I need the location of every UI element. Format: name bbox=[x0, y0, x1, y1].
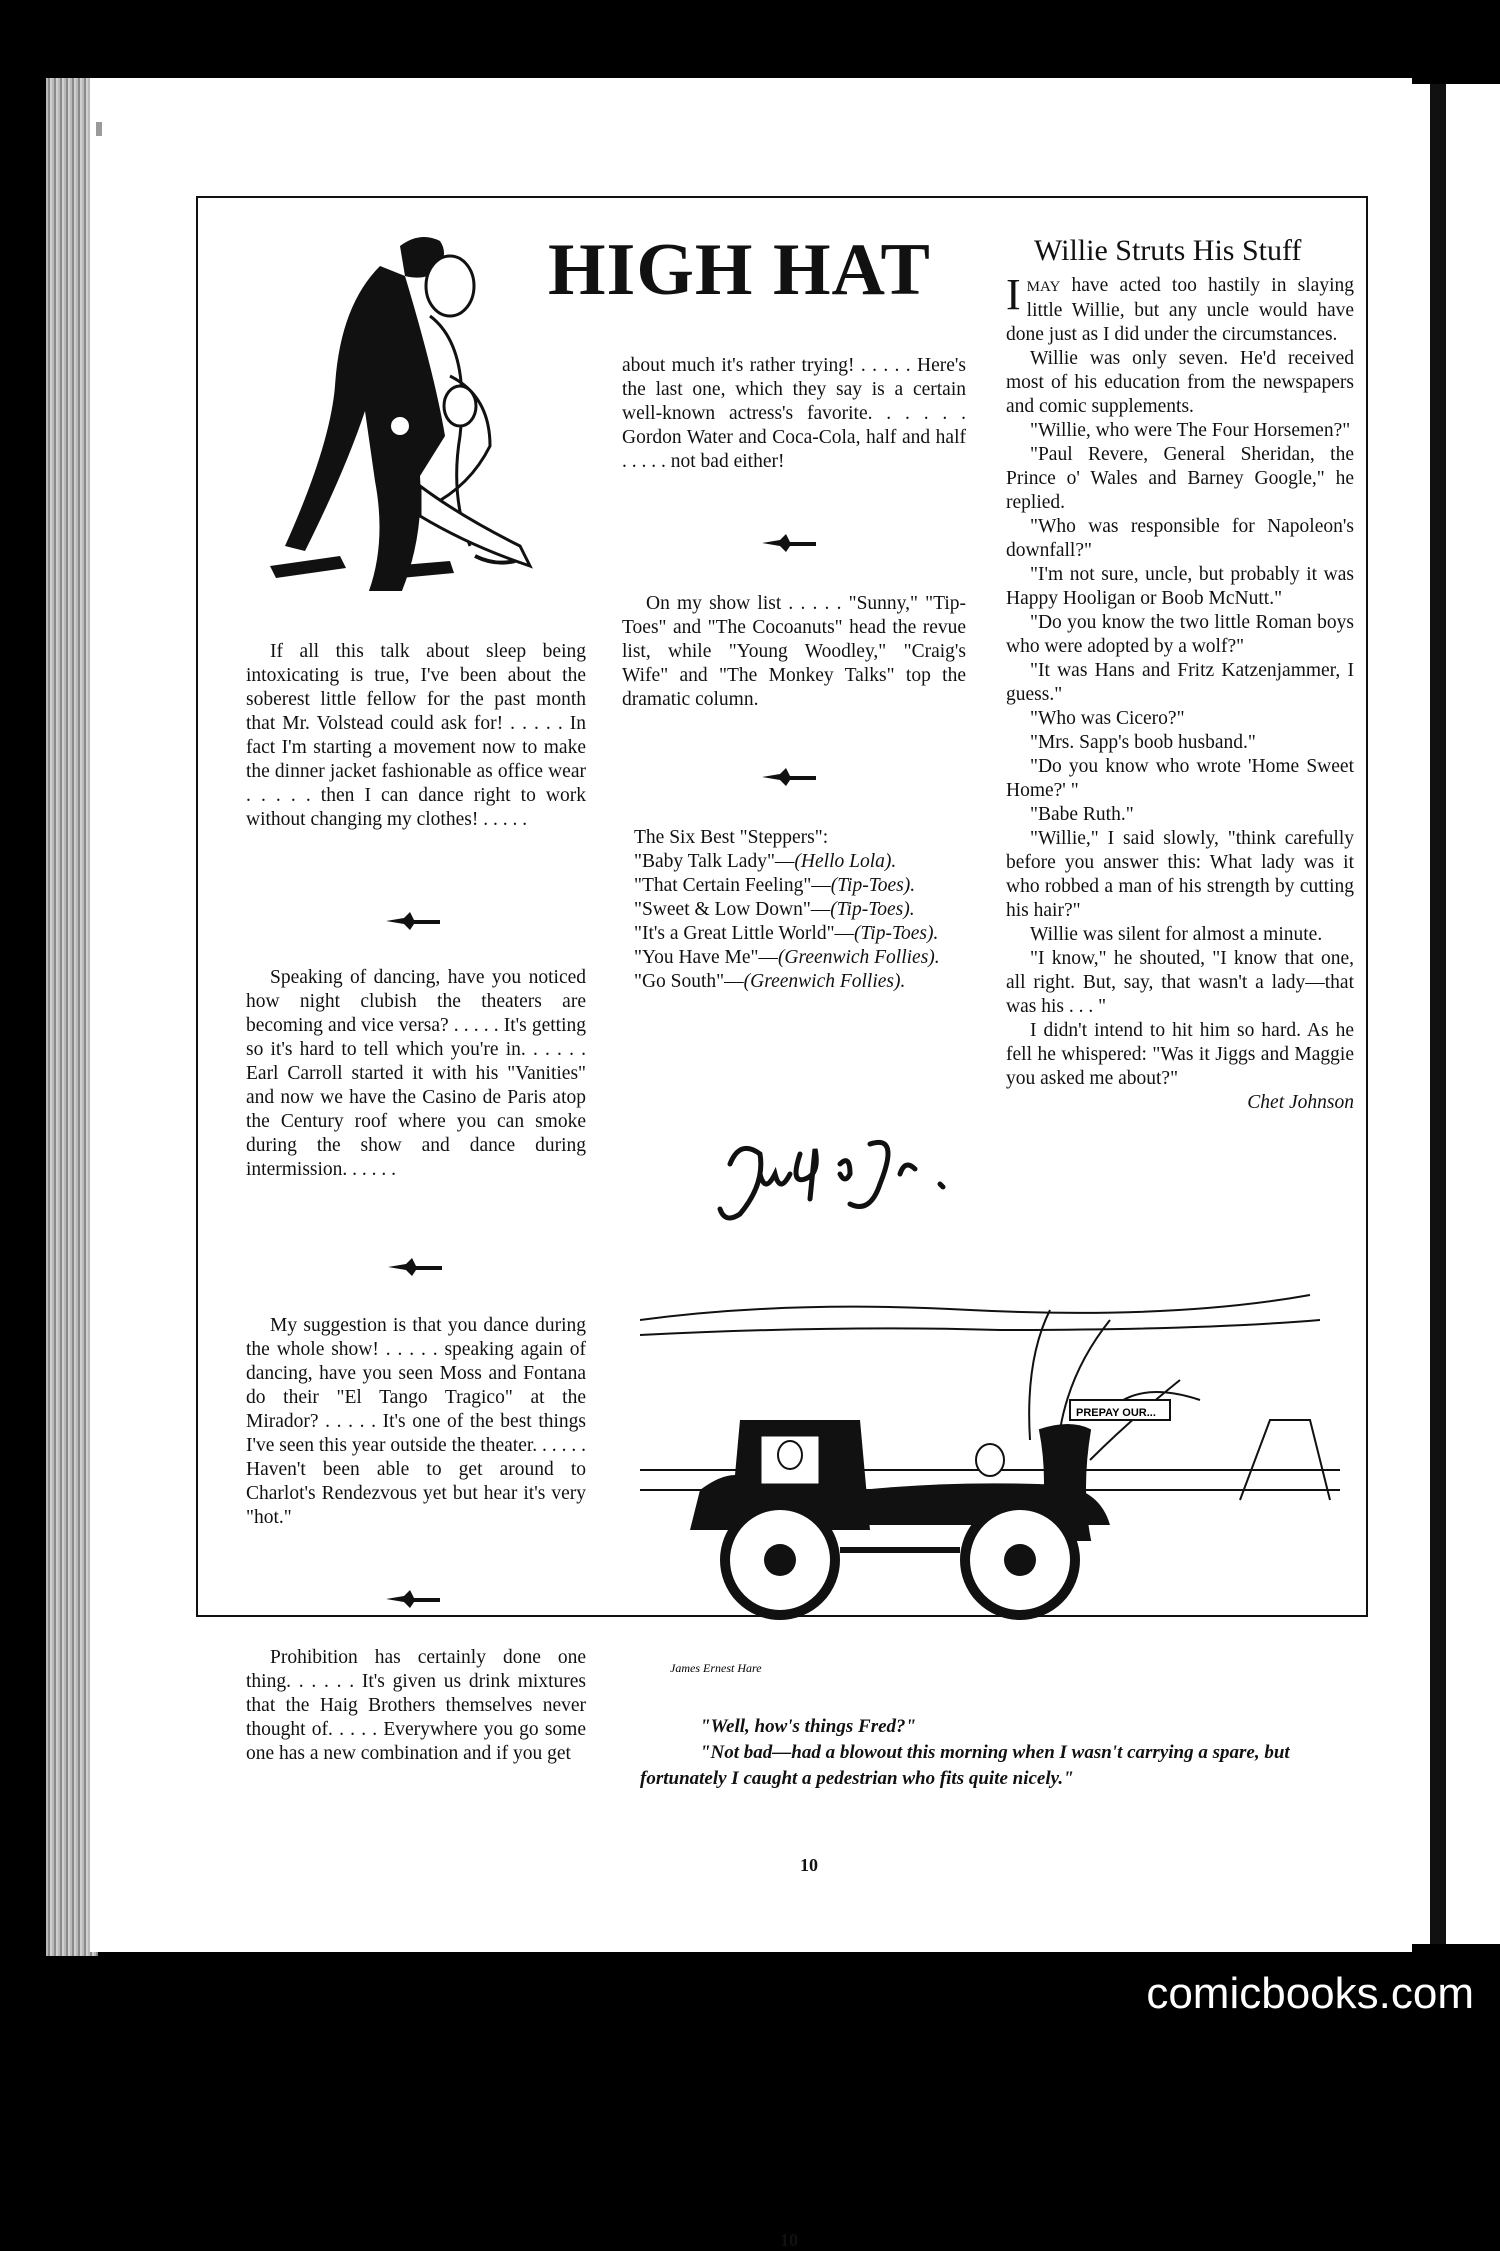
right-para: "Willie, who were The Four Horsemen?" bbox=[1030, 420, 1351, 441]
right-para: "Paul Revere, General Sheridan, the Prince o' Wales and Barney Google," he replied. bbox=[1006, 444, 1354, 513]
right-para: "Do you know who wrote 'Home Sweet Home?' " bbox=[1006, 756, 1354, 801]
steppers-heading: The Six Best "Steppers": bbox=[634, 827, 829, 848]
artist-signature: James Ernest Hare bbox=[670, 1661, 762, 1675]
right-para: "Do you know the two little Roman boys who were adopted by a wolf?" bbox=[1006, 612, 1354, 657]
caption-line-2: "Not bad—had a blowout this morning when I wasn't carrying a spare, but fortunately I caught a pedestrian who fits quite nicely." bbox=[640, 1742, 1290, 1789]
left-para-3: My suggestion is that you dance during the whole show! . . . . . speaking again of dancing, have you seen Moss and Fontana do their "El Tango Tragico" at the Mirador? . . . . . It's one of the best things I've seen this year outside the theater. . . . . . Haven't been able to get around to Charlot's Rendezvous yet but hear it's very "hot." bbox=[246, 1315, 586, 1528]
left-para-2: Speaking of dancing, have you noticed how night clubish the theaters are becoming and vice versa? . . . . . It's getting so it's hard to tell which you're in. . . . . . Earl Carroll started it with his "Vanities" and now we have the Casino de Paris atop the Century roof where you can smoke during the show and dance during intermission. . . . . . bbox=[246, 967, 586, 1180]
middle-column-2 bbox=[622, 592, 966, 712]
signature-judge-jr bbox=[700, 1124, 970, 1234]
left-column bbox=[246, 640, 586, 832]
ornament-divider bbox=[760, 532, 820, 552]
left-para-1: If all this talk about sleep being intoxicating is true, I've been about the soberest little fellow for the past month that Mr. Volstead could ask for! . . . . . In fact I'm starting a movement now to make the dinner jacket fashionable as office wear . . . . . then I can dance right to work without changing my clothes! . . . . . bbox=[246, 641, 586, 830]
left-column-4 bbox=[246, 1646, 586, 1766]
left-column-2 bbox=[246, 966, 586, 1182]
right-para-1: have acted too hastily in slaying little Willie, but any uncle would have done just as I did under the circumstances. bbox=[1006, 275, 1354, 345]
frame-left bbox=[196, 196, 198, 1616]
right-para: "I'm not sure, uncle, but probably it was Happy Hooligan or Boob McNutt." bbox=[1006, 564, 1354, 609]
right-para: I didn't intend to hit him so hard. As he fell he whispered: "Was it Jiggs and Maggie you asked me about?" bbox=[1006, 1020, 1354, 1089]
ornament-divider bbox=[384, 910, 444, 930]
left-para-4: Prohibition has certainly done one thing. . . . . . It's given us drink mixtures that the Haig Brothers themselves never thought of. . . . . Everywhere you go some one has a new combination and if you get bbox=[246, 1647, 586, 1764]
left-column-3 bbox=[246, 1314, 586, 1530]
road-sign-text: PREPAY OUR... bbox=[1076, 1407, 1156, 1419]
song-item: "Go South"—(Greenwich Follies). bbox=[634, 971, 906, 992]
byline: Chet Johnson bbox=[1247, 1092, 1354, 1113]
song-item: "Sweet & Low Down"—(Tip-Toes). bbox=[634, 899, 915, 920]
song-item: "It's a Great Little World"—(Tip-Toes). bbox=[634, 923, 939, 944]
song-item: "Baby Talk Lady"—(Hello Lola). bbox=[634, 851, 897, 872]
right-para: "It was Hans and Fritz Katzenjammer, I guess." bbox=[1006, 660, 1354, 705]
car-cartoon-illustration bbox=[640, 1290, 1360, 1710]
right-para: Willie was silent for almost a minute. bbox=[1030, 924, 1323, 945]
dancing-couple-illustration bbox=[250, 226, 555, 591]
steppers-list bbox=[622, 826, 966, 994]
frame-top bbox=[196, 196, 1366, 198]
right-para: "I know," he shouted, "I know that one, all right. But, say, that wasn't a lady—that was his . . . " bbox=[1006, 948, 1354, 1017]
frame-right bbox=[1366, 196, 1368, 1616]
drop-cap: I bbox=[1006, 270, 1021, 319]
caption-line-1: "Well, how's things Fred?" bbox=[700, 1716, 917, 1737]
right-column: IMAY have acted too hastily in slaying little Willie, but any uncle would have done just as I did under the circumstances. Willie was only seven. He'd received most of his education from the newspapers and comic supplements. "Willie, who were The Four Horsemen?" "Paul Revere, General Sheridan, the Prince o' Wales and Barney Google," he replied. "Who was responsible for Napoleon's downfall?" "I'm not sure, uncle, but probably it was Happy Hooligan or Boob McNutt." "Do you know the two little Roman boys who were adopted by a wolf?" "It was Hans and Fritz Katzenjammer, I guess." "Who was Cicero?" "Mrs. Sapp's boob husband." "Do you know who wrote 'Home Sweet Home?' " "Babe Ruth." "Willie," I said slowly, "think carefully before you answer this: What lady was it who robbed a man of his strength by cutting his hair?" Willie was silent for almost a minute. "I know," he shouted, "I know that one, all right. But, say, that wasn't a lady—that was his . . . " I didn't intend to hit him so hard. As he fell he whispered: "Was it Jiggs and Maggie you asked me about?" Chet Johnson bbox=[1006, 270, 1354, 1113]
song-item: "You Have Me"—(Greenwich Follies). bbox=[634, 947, 940, 968]
middle-column bbox=[622, 354, 966, 474]
watermark: comicbooks.com bbox=[1146, 1969, 1474, 2018]
ornament-divider bbox=[760, 766, 820, 786]
right-para: "Babe Ruth." bbox=[1030, 804, 1134, 825]
right-para: "Mrs. Sapp's boob husband." bbox=[1030, 732, 1256, 753]
song-item: "That Certain Feeling"—(Tip-Toes). bbox=[634, 875, 916, 896]
page-number-visible: 10 bbox=[800, 1855, 818, 1875]
middle-para-1: about much it's rather trying! . . . . . Here's the last one, which they say is a certain well-known actress's favorite. . . . . . Gordon Water and Coca-Cola, half and half . . . . . not bad either! bbox=[622, 355, 966, 472]
right-para: "Who was Cicero?" bbox=[1030, 708, 1185, 729]
scan-fleck bbox=[96, 122, 102, 136]
page-title: HIGH HAT bbox=[548, 229, 931, 311]
story-title: Willie Struts His Stuff bbox=[1034, 234, 1302, 267]
right-para: Willie was only seven. He'd received most of his education from the newspapers and comic supplements. bbox=[1006, 348, 1354, 417]
page-number: 10 bbox=[780, 2230, 798, 2250]
cartoon-caption bbox=[640, 1714, 1320, 1792]
right-para: "Who was responsible for Napoleon's downfall?" bbox=[1006, 516, 1354, 561]
ornament-divider bbox=[386, 1256, 446, 1276]
middle-para-2: On my show list . . . . . "Sunny," "Tip-Toes" and "The Cocoanuts" head the revue list, while "Young Woodley," "Craig's Wife" and "The Monkey Talks" top the dramatic column. bbox=[622, 593, 966, 710]
next-page-strip bbox=[1412, 84, 1500, 1944]
right-para: "Willie," I said slowly, "think carefully before you answer this: What lady was it who robbed a man of his strength by cutting his hair?" bbox=[1006, 828, 1354, 921]
ornament-divider bbox=[384, 1588, 444, 1608]
